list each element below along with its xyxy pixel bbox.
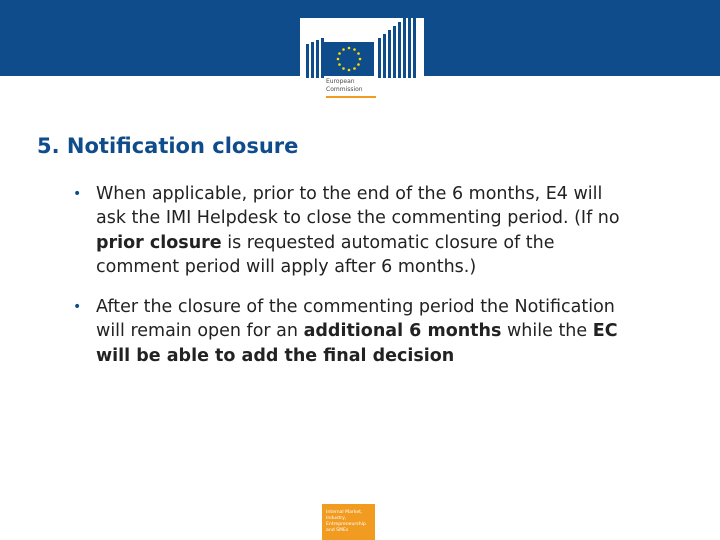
logo-text-line1: European [326,78,355,85]
bullet-1-text-a: When applicable, prior to the end of the 6 months, E4 will ask the IMI Helpdesk to close the commenting period. (If no [96,184,620,229]
dg-label-line4: and SMEs [326,528,349,533]
bullet-dot-icon: • [73,299,82,316]
bullet-dot-icon: • [73,186,82,202]
logo-text-line2: Commission [326,86,363,93]
slide-title: 5. Notification closure [37,134,299,158]
logo-text [326,78,386,94]
dg-label-line1: Internal Market, [326,510,363,515]
bullet-2-text-a: After the closure of the commenting period the Notification will remain open for an [96,297,615,342]
dg-label-line3: Entrepreneurship [326,522,366,527]
bullet-2-text-b: while the [501,321,593,342]
bullet-2-bold-additional-months: additional 6 months [303,321,502,342]
bullet-item-after-closure [73,295,633,368]
logo-underline [326,96,376,98]
eu-stars-icon [324,42,374,76]
bullet-1-text-b: is requested automatic closure of the comment period will apply after 6 months.) [96,232,555,277]
dg-label [326,510,371,534]
bullet-2-bold-final-decision: EC will be able to add the final decision [96,321,618,366]
eu-flag-icon [324,42,374,76]
bullet-1-bold-prior-closure: prior closure [96,232,222,253]
dg-label-line2: Industry, [326,516,347,521]
bullet-list [73,182,633,384]
bullet-item-prior-closure [73,182,633,279]
dg-label-box [322,504,375,540]
